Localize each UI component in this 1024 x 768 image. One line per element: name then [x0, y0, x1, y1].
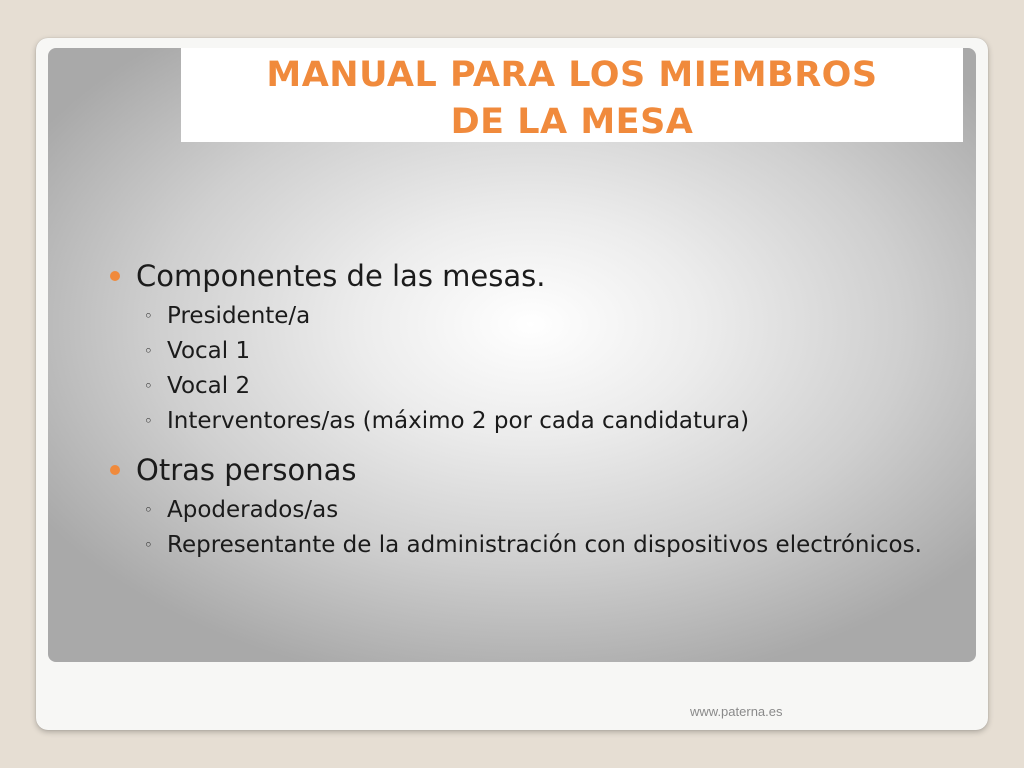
list-item-label: Otras personas [136, 453, 357, 487]
sub-list-item-label: Presidente/a [167, 303, 311, 329]
sub-list-item-label: Vocal 2 [167, 373, 251, 399]
footer-website-link[interactable]: www.paterna.es [690, 704, 783, 719]
sub-list-item-label: Apoderados/as [167, 497, 339, 523]
list-item-label: Componentes de las mesas. [136, 259, 546, 293]
orange-dot-bullet-icon [110, 465, 120, 475]
sub-list-item [136, 302, 946, 331]
sub-list [136, 302, 946, 436]
list-item [106, 450, 946, 560]
sub-list-item-label: Interventores/as (máximo 2 por cada candidatura) [167, 408, 750, 434]
sub-list-item [136, 496, 946, 525]
sub-list [136, 496, 946, 560]
slide-title-line-2: DE LA MESA [450, 102, 694, 142]
hollow-circle-bullet-icon: ◦ [144, 412, 153, 430]
list-item [106, 256, 946, 436]
slide [36, 38, 988, 730]
slide-title-line-1: MANUAL PARA LOS MIEMBROS [266, 55, 878, 95]
hollow-circle-bullet-icon: ◦ [144, 536, 153, 554]
sub-list-item [136, 337, 946, 366]
hollow-circle-bullet-icon: ◦ [144, 377, 153, 395]
sub-list-item-label: Vocal 1 [167, 338, 251, 364]
sub-list-item [136, 531, 946, 560]
sub-list-item-label: Representante de la administración con dispositivos electrónicos. [167, 532, 922, 558]
bullet-list [106, 256, 946, 560]
hollow-circle-bullet-icon: ◦ [144, 307, 153, 325]
sub-list-item [136, 407, 946, 436]
sub-list-item [136, 372, 946, 401]
hollow-circle-bullet-icon: ◦ [144, 501, 153, 519]
hollow-circle-bullet-icon: ◦ [144, 342, 153, 360]
title-box [181, 48, 963, 142]
content-panel [48, 48, 976, 662]
orange-dot-bullet-icon [110, 271, 120, 281]
